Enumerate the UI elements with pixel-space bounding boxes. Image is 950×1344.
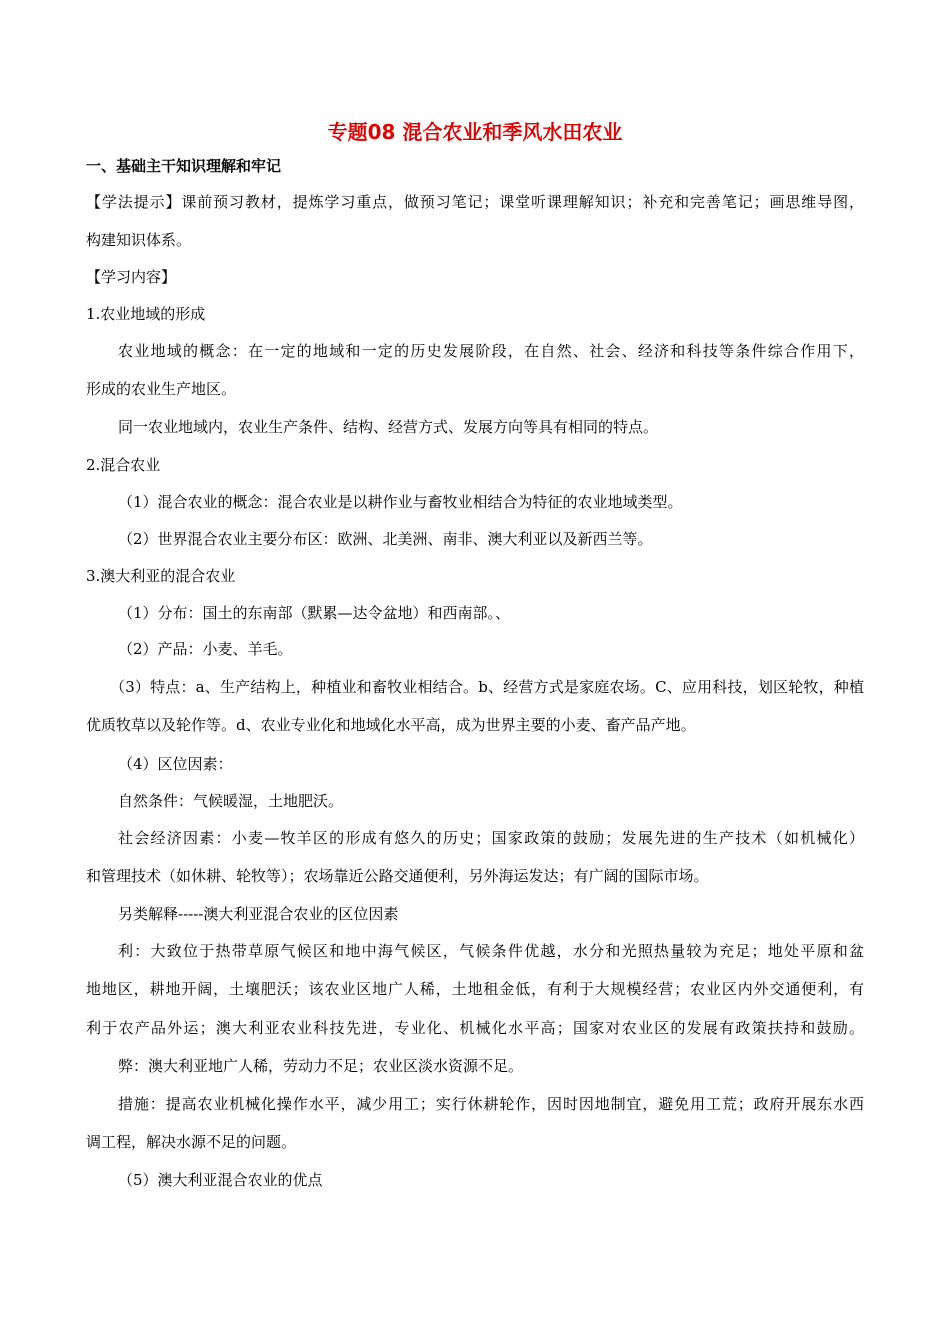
paragraph-line: （2）世界混合农业主要分布区：欧洲、北美洲、南非、澳大利亚以及新西兰等。 (118, 530, 653, 548)
paragraph-line: 另类解释-----澳大利亚混合农业的区位因素 (118, 905, 399, 923)
paragraph-line: （2）产品：小麦、羊毛。 (118, 640, 293, 658)
paragraph-line: （3）特点：a、生产结构上，种植业和畜牧业相结合。b、经营方式是家庭农场。C、应用科技，划区轮牧，种植 (110, 678, 864, 696)
paragraph-line: 地地区，耕地开阔，土壤肥沃；该农业区地广人稀，土地租金低，有利于大规模经营；农业区内外交通便利，有 (86, 980, 864, 998)
subheading: 3.澳大利亚的混合农业 (86, 567, 236, 585)
paragraph-line: 调工程，解决水源不足的问题。 (86, 1133, 297, 1151)
subheading: 1.农业地域的形成 (86, 305, 206, 323)
study-tip-line: 构建知识体系。 (86, 231, 192, 249)
paragraph-line: 措施：提高农业机械化操作水平，减少用工；实行休耕轮作，因时因地制宜，避免用工荒；政府开展东水西 (118, 1095, 864, 1113)
content-heading: 【学习内容】 (86, 268, 177, 286)
page-title: 专题08 混合农业和季风水田农业 (327, 120, 623, 144)
paragraph-line: 利：大致位于热带草原气候区和地中海气候区，气候条件优越，水分和光照热量较为充足；地处平原和盆 (118, 942, 864, 960)
paragraph-line: 同一农业地域内，农业生产条件、结构、经营方式、发展方向等具有相同的特点。 (118, 418, 659, 436)
paragraph-line: 优质牧草以及轮作等。d、农业专业化和地域化水平高，成为世界主要的小麦、畜产品产地。 (86, 716, 696, 734)
paragraph-line: 和管理技术（如休耕、轮牧等）；农场靠近公路交通便利，另外海运发达；有广阔的国际市场。 (86, 867, 709, 885)
paragraph-line: （4）区位因素： (118, 755, 233, 773)
study-tip-line: 【学法提示】课前预习教材，提炼学习重点，做预习笔记；课堂听课理解知识；补充和完善笔记；画思维导图， (86, 193, 864, 211)
paragraph-line: （5）澳大利亚混合农业的优点 (118, 1171, 323, 1189)
paragraph-line: （1）混合农业的概念：混合农业是以耕作业与畜牧业相结合为特征的农业地域类型。 (118, 493, 683, 511)
paragraph-line: 自然条件：气候暖湿，土地肥沃。 (118, 792, 344, 810)
paragraph-line: 形成的农业生产地区。 (86, 380, 237, 398)
subheading: 2.混合农业 (86, 456, 161, 474)
paragraph-line: （1）分布：国土的东南部（默累—达令盆地）和西南部。、 (118, 604, 511, 622)
paragraph-line: 农业地域的概念：在一定的地域和一定的历史发展阶段，在自然、社会、经济和科技等条件综合作用下， (118, 342, 864, 360)
section-heading: 一、基础主干知识理解和牢记 (86, 157, 282, 175)
paragraph-line: 弊：澳大利亚地广人稀，劳动力不足；农业区淡水资源不足。 (118, 1057, 524, 1075)
paragraph-line: 社会经济因素：小麦—牧羊区的形成有悠久的历史；国家政策的鼓励；发展先进的生产技术（如机械化） (118, 829, 864, 847)
paragraph-line: 利于农产品外运；澳大利亚农业科技先进，专业化、机械化水平高；国家对农业区的发展有政策扶持和鼓励。 (86, 1019, 864, 1037)
